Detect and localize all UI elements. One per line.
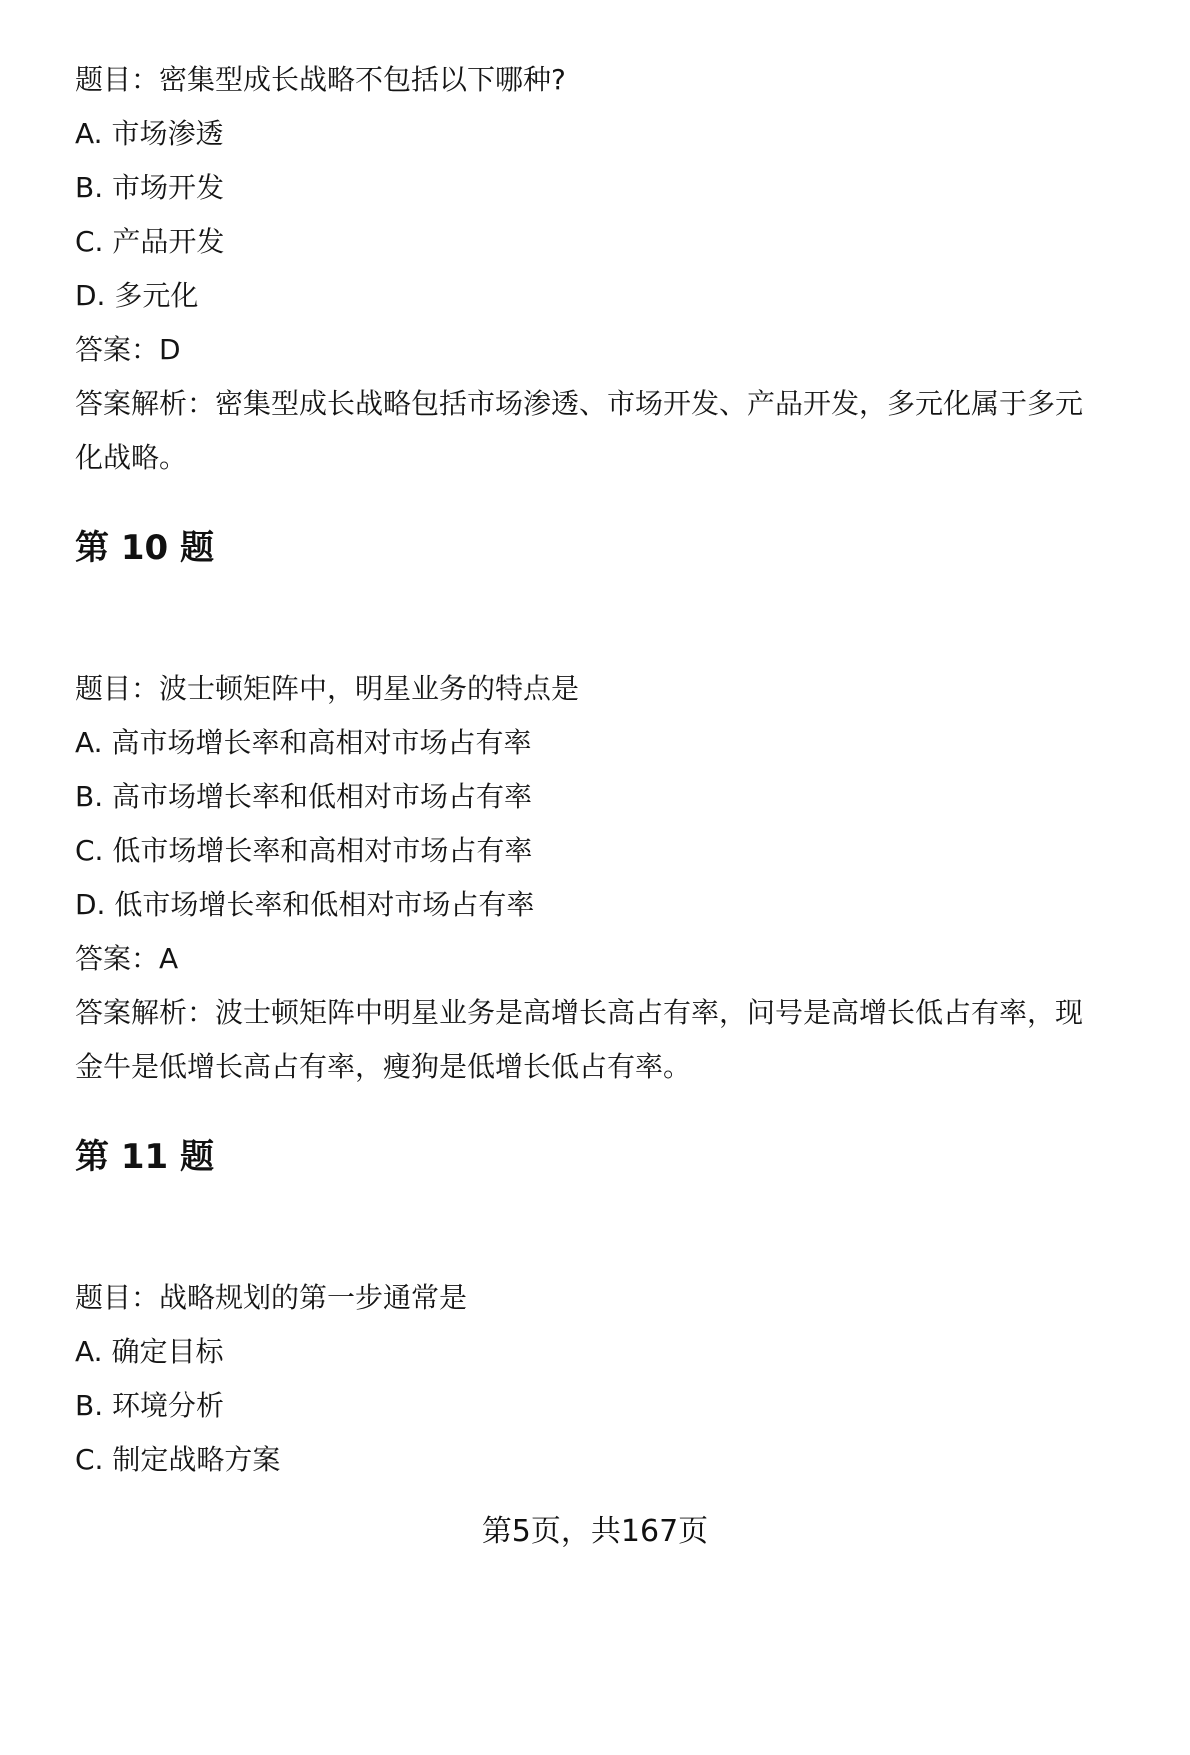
q10-option-a: A. 高市场增长率和高相对市场占有率 [75, 726, 532, 759]
q10-answer: 答案：A [75, 942, 179, 975]
q9-option-c: C. 产品开发 [75, 225, 225, 258]
q9-option-a: A. 市场渗透 [75, 117, 224, 150]
q9-option-b: B. 市场开发 [75, 171, 225, 204]
q9-explanation-line2: 化战略。 [75, 441, 188, 474]
q11-question: 题目：战略规划的第一步通常是 [75, 1281, 468, 1314]
q11-option-c: C. 制定战略方案 [75, 1443, 281, 1476]
q11-option-b: B. 环境分析 [75, 1389, 225, 1422]
q10-option-b: B. 高市场增长率和低相对市场占有率 [75, 780, 533, 813]
q10-explanation-line1: 答案解析：波士顿矩阵中明星业务是高增长高占有率，问号是高增长低占有率，现 [75, 996, 1084, 1029]
q10-option-c: C. 低市场增长率和高相对市场占有率 [75, 834, 533, 867]
q11-option-a: A. 确定目标 [75, 1335, 224, 1368]
q9-answer: 答案：D [75, 333, 181, 366]
q11-heading: 第 11 题 [75, 1137, 214, 1177]
q10-question: 题目：波士顿矩阵中，明星业务的特点是 [75, 672, 580, 705]
q10-option-d: D. 低市场增长率和低相对市场占有率 [75, 888, 535, 921]
q10-heading: 第 10 题 [75, 528, 214, 568]
q9-option-d: D. 多元化 [75, 279, 199, 312]
q9-question: 题目：密集型成长战略不包括以下哪种? [75, 63, 566, 96]
page-number-footer: 第5页，共167页 [481, 1514, 709, 1549]
q10-explanation-line2: 金牛是低增长高占有率，瘦狗是低增长低占有率。 [75, 1050, 692, 1083]
q9-explanation-line1: 答案解析：密集型成长战略包括市场渗透、市场开发、产品开发，多元化属于多元 [75, 387, 1084, 420]
